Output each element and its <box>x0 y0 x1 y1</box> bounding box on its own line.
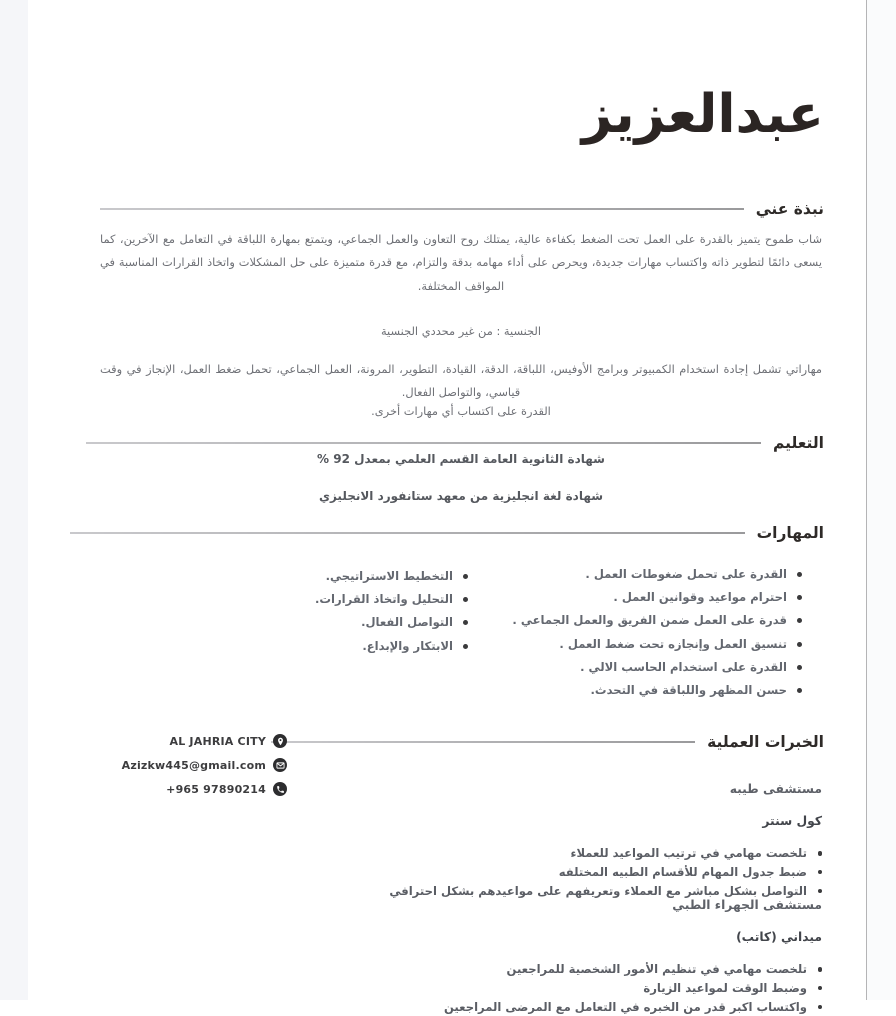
about-closing-line: القدرة على اكتساب أي مهارات أخرى. <box>371 404 551 418</box>
skills-column-secondary <box>315 565 468 658</box>
section-header-about <box>100 200 824 218</box>
experience-duty: التواصل بشكل مباشر مع العملاء وتعريفهم على مواعيدهم بشكل احترافي <box>100 882 822 901</box>
skill-item: التحليل واتخاذ القرارات. <box>315 588 468 611</box>
section-title-education: التعليم <box>772 434 824 452</box>
skills-list <box>315 565 468 658</box>
experience-role: كول سنتر <box>762 814 822 828</box>
contact-city: AL JAHRIA CITY <box>169 734 266 748</box>
experience-duty: واكتساب اكبر قدر من الخبره في التعامل مع المرضى المراجعين <box>100 998 822 1016</box>
experience-duty-list <box>100 844 822 900</box>
skill-item: التخطيط الاستراتيجي. <box>315 565 468 588</box>
education-item: شهادة لغة انجليزية من معهد ستانفورد الانجليزي <box>318 489 604 503</box>
experience-role: ميداني (كاتب) <box>736 930 822 944</box>
section-title-experience: الخبرات العملية <box>707 733 824 751</box>
skills-column-primary <box>512 563 802 702</box>
contact-row-email <box>107 753 287 777</box>
experience-organization: مستشفى طيبه <box>729 782 822 796</box>
section-divider <box>70 532 745 534</box>
section-divider <box>86 442 761 444</box>
contact-email: Azizkw445@gmail.com <box>121 758 266 772</box>
section-header-education <box>86 434 824 452</box>
experience-duty: وضبط الوقت لمواعيد الزيارة <box>100 979 822 998</box>
candidate-name: عبدالعزيز <box>581 84 824 145</box>
skill-item: قدرة على العمل ضمن الفريق والعمل الجماعي . <box>512 609 802 632</box>
section-header-experience <box>271 733 824 751</box>
experience-duty: تلخصت مهامي في ترتيب المواعيد للعملاء <box>100 844 822 863</box>
envelope-icon <box>273 758 287 772</box>
skills-list <box>512 563 802 702</box>
skills-summary-paragraph: مهاراتي تشمل إجادة استخدام الكمبيوتر وبرامج الأوفيس، اللباقة، الدقة، القيادة، التطوير، المرونة، العمل الجماعي، تحمل ضغط العمل، الإنجاز في وقت قياسي، والتواصل الفعال. <box>100 362 822 400</box>
experience-entry <box>100 898 822 1016</box>
section-title-skills: المهارات <box>756 524 824 542</box>
skill-item: احترام مواعيد وقوانين العمل . <box>512 586 802 609</box>
page-left-margin <box>0 0 29 1000</box>
experience-duty: ضبط جدول المهام للأقسام الطبيه المختلفه <box>100 863 822 882</box>
contact-row-city <box>107 729 287 753</box>
about-paragraph: شاب طموح يتميز بالقدرة على العمل تحت الضغط بكفاءة عالية، يمتلك روح التعاون والعمل الجماعي، ويتمتع بمهارة اللباقة في التعامل مع الآخرين، كما يسعى دائمًا لتطوير ذاته واكتساب مهارات جديدة، ويحرص على أداء مهامه بدقة والتزام، مع قدرة متميزة على حل المشكلات واتخاذ القرارات المناسبة في المواقف المختلفة. <box>100 232 822 293</box>
skill-item: الابتكار والإبداع. <box>315 635 468 658</box>
skill-item: تنسيق العمل وإنجازه تحت ضغط العمل . <box>512 633 802 656</box>
contact-phone: +965 97890214 <box>166 782 266 796</box>
location-pin-icon <box>273 734 287 748</box>
experience-duty-list <box>100 960 822 1016</box>
resume-page <box>28 0 866 1014</box>
nationality-line: الجنسية : من غير محددي الجنسية <box>380 324 542 338</box>
page-right-margin <box>866 0 896 1000</box>
section-header-skills <box>70 524 824 542</box>
skill-item: القدرة على استخدام الحاسب الالي . <box>512 656 802 679</box>
section-title-about: نبذة عني <box>755 200 824 218</box>
experience-duty: تلخصت مهامي في تنظيم الأمور الشخصية للمراجعين <box>100 960 822 979</box>
experience-entry <box>100 782 822 900</box>
skill-item: التواصل الفعال. <box>315 611 468 634</box>
education-item: شهادة الثانوية العامة القسم العلمي بمعدل 92 % <box>317 452 605 466</box>
skill-item: القدرة على تحمل ضغوطات العمل . <box>512 563 802 586</box>
experience-organization: مستشفى الجهراء الطبي <box>672 898 822 912</box>
skill-item: حسن المظهر واللباقة في التحدث. <box>512 679 802 702</box>
section-divider <box>100 208 744 210</box>
section-divider <box>271 741 695 743</box>
